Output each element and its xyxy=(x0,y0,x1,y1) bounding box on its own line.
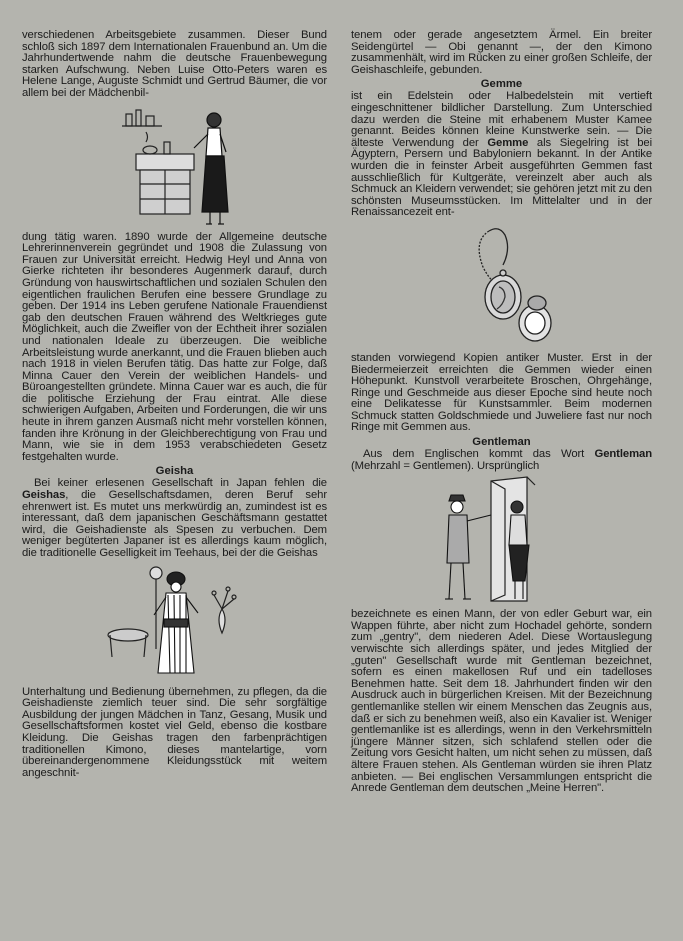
left-column xyxy=(22,30,327,779)
heading-geisha: Geisha xyxy=(155,465,194,478)
gentleman-holding-door-icon xyxy=(435,475,565,607)
paragraph-geisha-intro: Bei keiner erlesenen Gesellschaft in Japan fehlen die Geishas, die Gesellschaftsdamen, deren Beruf sehr ehrenwert ist. Es mutet uns merkwürdig an, zumindest ist es interessant, daß dem japanischen Geschäftsmann gestattet wird, die Geishadienste als Spesen zu verbuchen. Dem weniger begüterten Japaner ist es allerdings kaum möglich, die traditionelle Geselligkeit im Teehaus, bei der die Geishas xyxy=(22,477,327,559)
paragraph-frauenbund: verschiedenen Arbeitsgebiete zusammen. Dieser Bund schloß sich 1897 dem Internationalen Frauenbund an. Um die Jahrhundertwende nahm die deutsche Frauenbewegung starken Aufschwung. Neben Luise Otto-Peters waren es Helene Lange, Auguste Schmidt und Gertrud Bäumer, die vor allem bei der Mädchenbil- xyxy=(22,29,327,99)
paragraph-geisha-ausbildung: Unterhaltung und Bedienung übernehmen, zu pflegen, da die Geishadienste ziemlich teuer sind. Die sehr sorgfältige Ausbildung der jungen Mädchen in Tanz, Gesang, Musik und Gesellschaftsformen kostet viel Geld, ebenso die kostbare Kleidung. Die Geishas tragen den farbenprächtigen traditionellen Kimono, dieses mantelartige, vorn übereinandergenommene Kleidungsstück mit weitem angeschnit- xyxy=(22,685,327,779)
paragraph-gemme: ist ein Edelstein oder Halbedelstein mit vertieft eingeschnittener bildlicher Darstellung. Zum Unterschied dazu werden die Steine mit erhabenem Muster Kamee genannt. Beides können kleine Kunstwerke sein. — Die älteste Verwendung der Gemme als Siegelring ist bei Ägyptern, Persern und Babyloniern bekannt. In der Antike wurden die in feinster Arbeit ausgeführten Gemmen fast ausschließlich für Kultgeräte, vereinzelt aber auch als Schmuck an Kleidern verwendet; sie gehören jetzt mit zu den schönsten Museumsstücken. Im Mittelalter und in der Renaissancezeit ent- xyxy=(351,90,652,219)
geisha-with-lantern-icon xyxy=(106,563,246,685)
paragraph-gentleman-bedeutung: bezeichnete es einen Mann, der von edler Geburt war, ein Wappen führte, aber nicht zum Hochadel gehörte, sondern zum „gentry", dem niederen Adel. Diese Wortauslegung verwischte sich allerdings später, und jedes Mitglied der „guten" Gesellschaft wurde mit Gentleman bezeichnet, sofern es einen makellosen Ruf und ein tadelloses Benehmen hatte. Seit dem 18. Jahrhundert finden wir den Ausdruck auch in bürgerlichen Kreisen. Mit der Bezeichnung gentlemanlike stellen wir einem Menschen das Zeugnis aus, daß er sich zu benehmen weiß, also ein Kavalier ist. Weniger gentlemanlike ist es allerdings, wenn in den Verkehrsmitteln jüngere Männer sitzen, sich schlafend stellen oder die Zeitung vors Gesicht halten, um nicht sehen zu müssen, daß ältere Frauen stehen. Als Gentleman würden sie ihren Platz anbieten. — Bei englischen Versammlungen entspricht die Anrede Gentleman dem deutschen „Meine Herren". xyxy=(351,608,652,795)
paragraph-gentleman-intro: Aus dem Englischen kommt das Wort Gentleman (Mehrzahl = Gentlemen). Ursprünglich xyxy=(351,448,652,472)
right-column xyxy=(351,30,652,795)
paragraph-frauenbewegung: dung tätig waren. 1890 wurde der Allgemeine deutsche Lehrerinnenverein gegründet und 1908 die Zulassung von Frauen zur Universität erreicht. Hedwig Heyl und Anna von Gierke richteten ihr besonderes Augenmerk darauf, durch Gründung von hauswirtschaftlichen und sozialen Schulen den eigentlichen fraulichen Berufen eine bessere Grundlage zu geben. Der 1914 ins Leben gerufene Nationale Frauendienst gab den deutschen Frauen während des Weltkrieges gute Möglichkeit, auch die Zweifler von der Echtheit ihrer sozialen und nationalen Ideale zu überzeugen. Die weibliche Arbeitsleistung wurde anerkannt, und die Frauen blieben auch nach 1918 in vielen Berufen tätig. Das hatte zur Folge, daß Minna Cauer den Verein der weiblichen Handels- und Büroangestellten gründete. Minna Cauer war es auch, die für die politische Erziehung der Frau eintrat. Alle diese schwierigen Aufgaben, Arbeiten und Forderungen, die wir uns heute in ihrem ganzen Ausmaß nicht mehr vorstellen können, fanden ihre Krönung in der Gleichberechtigung von Frau und Mann, wie sie in dem 1953 verabschiedeten Gesetz festgehalten wurde. xyxy=(22,230,327,463)
heading-gemme: Gemme xyxy=(480,78,523,91)
paragraph-gemme-biedermeier: standen vorwiegend Kopien antiker Muster. Erst in der Biedermeierzeit erreichten die Gemmen wieder einen Höhepunkt. Kunstvoll verarbeitete Broschen, Ohrgehänge, Ringe und Geschmeide aus dieser Epoche sind heute noch eine Delikatesse für Kunstsammler. Beim modernen Schmuck statten Goldschmiede und Juweliere fast nur noch Ringe mit Gemmen aus. xyxy=(351,351,652,434)
cameo-brooch-and-ring-icon xyxy=(459,223,579,349)
heading-gentleman: Gentleman xyxy=(472,436,531,449)
woman-at-kitchen-counter-icon xyxy=(118,104,258,230)
paragraph-kimono: tenem oder gerade angesetztem Ärmel. Ein breiter Seidengürtel — Obi genannt —, der den Kimono zusammenhält, wird im Rücken zu einer großen Schleife, der Geishaschleife, gebunden. xyxy=(351,29,652,76)
